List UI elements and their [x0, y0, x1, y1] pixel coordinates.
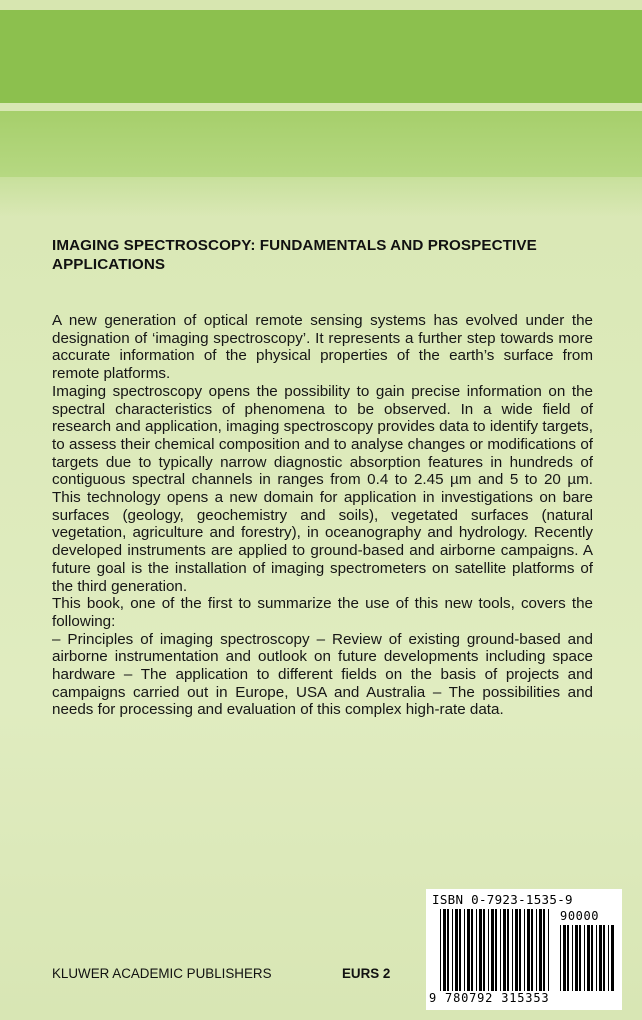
ean-digits: 9 780792 315353	[429, 991, 550, 1005]
barcode-bar	[539, 909, 542, 991]
barcode-bar	[500, 909, 501, 991]
barcode-bar	[512, 909, 513, 991]
book-title: IMAGING SPECTROSCOPY: FUNDAMENTALS AND PROSPECTIVE APPLICATIONS	[52, 237, 537, 273]
barcode-bar	[459, 909, 461, 991]
barcode-bar	[479, 909, 482, 991]
series-label: EURS 2	[342, 966, 391, 981]
barcode-bar	[488, 909, 489, 991]
barcode-bar	[455, 909, 458, 991]
barcode-bar	[579, 925, 581, 991]
barcode-bar	[567, 925, 569, 991]
barcode-bar	[608, 925, 609, 991]
isbn-barcode	[426, 889, 622, 1010]
barcode-bar	[611, 925, 614, 991]
barcode-bar	[452, 909, 453, 991]
barcode-bar	[543, 909, 545, 991]
barcode-bar	[464, 909, 465, 991]
barcode-bar	[575, 925, 578, 991]
barcode-bar	[476, 909, 477, 991]
barcode-bar	[536, 909, 537, 991]
barcode-bar	[515, 909, 518, 991]
blurb-paragraph: – Principles of imaging spectroscopy – Review of existing ground-based and airborne instrumentation and outlook on future developments including space hardware – The application to different fields on the basis of projects and campaigns carried out in Europe, USA and Australia – The possibilities and needs for processing and evaluation of this complex high-rate data.	[52, 630, 593, 719]
barcode-bar	[524, 909, 525, 991]
publisher-name: KLUWER ACADEMIC PUBLISHERS	[52, 966, 272, 981]
barcode-bar	[584, 925, 585, 991]
barcode-bar	[587, 925, 590, 991]
barcode-bar	[591, 925, 593, 991]
barcode-bar	[596, 925, 597, 991]
addon-digits: 90000	[560, 909, 600, 923]
isbn-label: ISBN 0-7923-1535-9	[432, 892, 573, 907]
barcode-bar	[447, 909, 449, 991]
barcode-bar	[519, 909, 521, 991]
barcode-bar	[507, 909, 509, 991]
barcode-bar	[548, 909, 549, 991]
barcode-bar	[599, 925, 602, 991]
blurb-text	[52, 312, 593, 719]
blurb-paragraph: This book, one of the first to summarize the use of this new tools, covers the following:	[52, 595, 593, 630]
barcode-bar	[440, 909, 441, 991]
top-green-stripe	[0, 10, 642, 103]
barcode-bar	[572, 925, 573, 991]
barcode-bar	[443, 909, 446, 991]
barcode-bar	[491, 909, 494, 991]
barcode-bar	[467, 909, 470, 991]
barcode-bar	[495, 909, 497, 991]
blurb-paragraph: A new generation of optical remote sensing systems has evolved under the designation of ‘imaging spectroscopy’. It represents a further step towards more accurate information of the physical properties of the earth’s surface from remote platforms.	[52, 312, 593, 383]
barcode-bar	[471, 909, 473, 991]
barcode-bar	[527, 909, 530, 991]
blurb-paragraph: Imaging spectroscopy opens the possibility to gain precise information on the spectral characteristics of phenomena to be observed. In a wide field of research and application, imaging spectroscopy provides data to identify targets, to assess their chemical composition and to analyse changes or modifications of targets due to typically narrow diagnostic absorption features in hundreds of contiguous spectral channels in ranges from 0.4 to 2.45 µm and 5 to 20 µm. This technology opens a new domain for application in investigations on bare surfaces (geology, geochemistry and soils), vegetated surfaces (natural vegetation, agriculture and forestry), in oceanography and hydrology. Recently developed instruments are applied to ground-based and airborne campaigns. A future goal is the installation of imaging spectrometers on satellite platforms of the third generation.	[52, 382, 593, 595]
stripe-fade	[0, 177, 642, 217]
barcode-bar	[560, 925, 561, 991]
barcode-bar	[563, 925, 566, 991]
barcode-bar	[603, 925, 605, 991]
barcode-bar	[483, 909, 485, 991]
barcode-bar	[531, 909, 533, 991]
barcode-bar	[503, 909, 506, 991]
second-green-stripe	[0, 111, 642, 177]
